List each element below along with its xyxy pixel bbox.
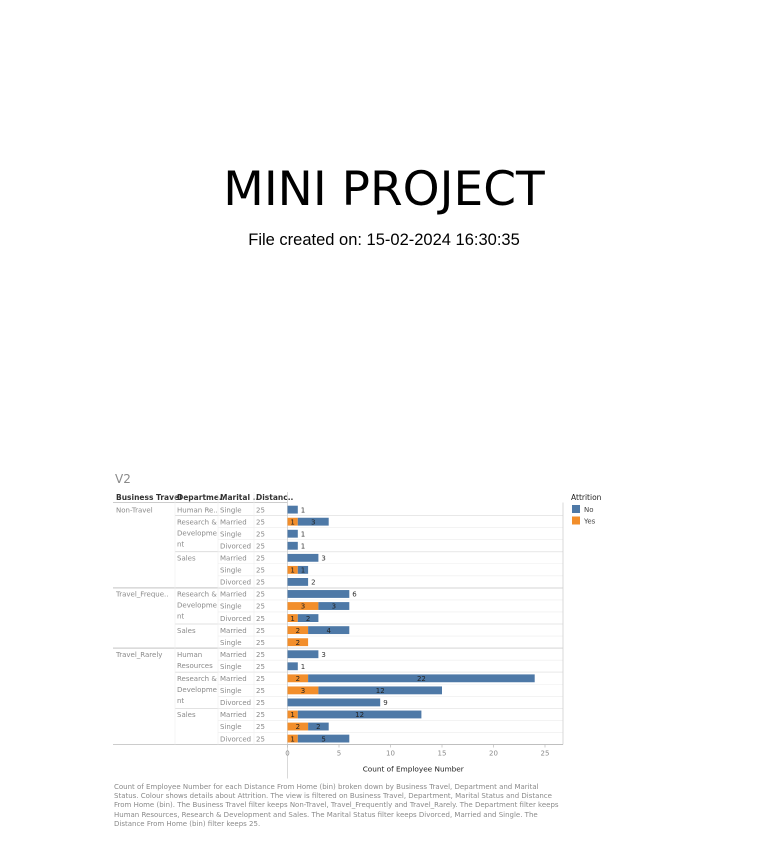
chart-caption: Count of Employee Number for each Distance From Home (bin) broken down by Business Travel, Department and Marital Status. Colour shows details about Attrition. The view is filtered on Business Travel, Department, Marital Status and Distance From Home (bin). The Business Travel filter keeps Non-Travel, Travel_Frequently and Travel_Rarely. The Department filter keeps Human Resources, Research & Development and Sales. The Marital Status filter keeps Divorced, Married and Single. The Distance From Home (bin) filter keeps 25. bbox=[114, 783, 559, 828]
bar-label-yes: 2 bbox=[295, 638, 301, 647]
department-label: nt bbox=[177, 612, 185, 621]
column-header: Marital .. bbox=[220, 493, 259, 502]
bar-attrition-no bbox=[288, 699, 381, 707]
bar-label-no: 9 bbox=[383, 699, 388, 708]
bar-label-yes: 2 bbox=[295, 675, 301, 683]
marital-status-label: Married bbox=[220, 650, 247, 659]
distance-bin-label: 25 bbox=[256, 662, 265, 671]
bar-label-no: 22 bbox=[416, 675, 426, 683]
distance-bin-label: 25 bbox=[256, 735, 265, 744]
bar-label-no: 12 bbox=[375, 687, 385, 696]
legend-swatch bbox=[572, 517, 580, 525]
marital-status-label: Single bbox=[220, 530, 242, 539]
x-axis-title: Count of Employee Number bbox=[362, 764, 464, 774]
marital-status-label: Single bbox=[220, 687, 242, 696]
bar-label-yes: 3 bbox=[300, 602, 306, 611]
distance-bin-label: 25 bbox=[256, 554, 265, 563]
column-header: Distanc.. bbox=[256, 493, 294, 502]
department-label: nt bbox=[177, 697, 185, 705]
bar-attrition-no bbox=[288, 506, 298, 514]
bar-label-no: 1 bbox=[300, 542, 306, 551]
bar-label-no: 12 bbox=[355, 711, 365, 720]
distance-bin-label: 25 bbox=[256, 518, 265, 527]
marital-status-label: Married bbox=[220, 711, 247, 720]
bar-label-yes: 1 bbox=[290, 711, 295, 720]
business-travel-label: Travel_Freque.. bbox=[116, 590, 169, 599]
business-travel-label: Non-Travel bbox=[116, 506, 153, 515]
distance-bin-label: 25 bbox=[256, 723, 265, 732]
bar-label-no: 3 bbox=[321, 554, 326, 563]
marital-status-label: Married bbox=[220, 626, 247, 635]
distance-bin-label: 25 bbox=[256, 650, 265, 659]
bar-label-no: 1 bbox=[300, 530, 306, 539]
bar-label-no: 1 bbox=[300, 566, 306, 575]
distance-bin-label: 25 bbox=[256, 614, 265, 623]
x-axis-tick-label: 20 bbox=[489, 749, 498, 758]
distance-bin-label: 25 bbox=[256, 687, 265, 696]
department-label: Research & bbox=[177, 590, 217, 599]
bar-attrition-no bbox=[288, 554, 319, 562]
sheet-name: V2 bbox=[115, 472, 131, 486]
department-label: Sales bbox=[177, 554, 196, 563]
distance-bin-label: 25 bbox=[256, 590, 265, 599]
marital-status-label: Married bbox=[220, 554, 247, 563]
marital-status-label: Divorced bbox=[220, 735, 252, 744]
marital-status-label: Married bbox=[220, 518, 247, 527]
marital-status-label: Single bbox=[220, 723, 242, 732]
bar-label-yes: 1 bbox=[290, 518, 295, 527]
department-label: Human Re.. bbox=[177, 506, 218, 515]
bar-label-no: 1 bbox=[300, 506, 306, 515]
department-label: Developme bbox=[177, 529, 217, 538]
marital-status-label: Divorced bbox=[220, 542, 252, 551]
legend-title: Attrition bbox=[571, 493, 602, 502]
department-label: Resources bbox=[177, 661, 213, 670]
legend-item-label: Yes bbox=[584, 517, 596, 526]
x-axis-tick-label: 25 bbox=[540, 749, 550, 758]
column-header: Business Travel bbox=[116, 493, 182, 502]
bar-label-no: 5 bbox=[321, 735, 326, 744]
marital-status-label: Single bbox=[220, 662, 242, 671]
marital-status-label: Single bbox=[220, 506, 242, 515]
bar-label-no: 3 bbox=[311, 518, 316, 527]
bar-attrition-no bbox=[288, 542, 298, 550]
marital-status-label: Single bbox=[220, 566, 242, 575]
distance-bin-label: 25 bbox=[256, 578, 265, 587]
distance-bin-label: 25 bbox=[256, 675, 265, 683]
department-label: nt bbox=[177, 540, 185, 549]
bar-attrition-no bbox=[288, 530, 298, 538]
bar-label-no: 3 bbox=[321, 650, 326, 659]
distance-bin-label: 25 bbox=[256, 711, 265, 720]
department-label: Developme bbox=[177, 601, 217, 610]
marital-status-label: Divorced bbox=[220, 578, 252, 587]
distance-bin-label: 25 bbox=[256, 699, 265, 708]
x-axis-tick-label: 10 bbox=[386, 749, 395, 758]
bar-attrition-no bbox=[288, 578, 309, 586]
page-title: MINI PROJECT bbox=[223, 162, 545, 217]
department-label: Research & bbox=[177, 518, 217, 527]
bar-label-no: 2 bbox=[316, 723, 321, 732]
marital-status-label: Divorced bbox=[220, 699, 252, 708]
legend-swatch bbox=[572, 505, 580, 513]
marital-status-label: Divorced bbox=[220, 614, 252, 623]
bar-label-no: 2 bbox=[311, 578, 316, 587]
bar-label-yes: 1 bbox=[290, 566, 295, 575]
distance-bin-label: 25 bbox=[256, 530, 265, 539]
distance-bin-label: 25 bbox=[256, 566, 265, 575]
distance-bin-label: 25 bbox=[256, 602, 265, 611]
x-axis-tick-label: 15 bbox=[437, 749, 447, 758]
legend-item-label: No bbox=[584, 506, 594, 514]
distance-bin-label: 25 bbox=[256, 626, 265, 635]
x-axis-tick-label: 0 bbox=[285, 749, 290, 758]
department-label: Sales bbox=[177, 711, 196, 720]
marital-status-label: Married bbox=[220, 590, 247, 599]
bar-label-no: 6 bbox=[352, 590, 357, 599]
file-created-timestamp: File created on: 15-02-2024 16:30:35 bbox=[248, 231, 520, 249]
department-label: Research & bbox=[177, 675, 217, 683]
bar-attrition-no bbox=[288, 650, 319, 658]
distance-bin-label: 25 bbox=[256, 506, 265, 515]
bar-label-yes: 3 bbox=[300, 687, 306, 696]
bar-label-yes: 2 bbox=[295, 723, 301, 732]
column-header: Departme.. bbox=[177, 493, 225, 502]
bar-attrition-no bbox=[288, 590, 350, 598]
marital-status-label: Single bbox=[220, 602, 242, 611]
department-label: Developme bbox=[177, 686, 217, 694]
distance-bin-label: 25 bbox=[256, 542, 265, 551]
bar-label-no: 2 bbox=[305, 614, 311, 623]
distance-bin-label: 25 bbox=[256, 638, 265, 647]
bar-label-yes: 1 bbox=[290, 614, 295, 623]
department-label: Human bbox=[177, 650, 203, 659]
business-travel-label: Travel_Rarely bbox=[116, 650, 163, 659]
marital-status-label: Single bbox=[220, 638, 242, 647]
bar-label-no: 1 bbox=[300, 662, 306, 671]
department-label: Sales bbox=[177, 626, 196, 635]
x-axis-tick-label: 5 bbox=[336, 749, 342, 758]
bar-label-yes: 2 bbox=[295, 626, 301, 635]
bar-label-yes: 1 bbox=[290, 735, 295, 744]
bar-label-no: 4 bbox=[326, 626, 331, 635]
bar-label-no: 3 bbox=[331, 602, 337, 611]
marital-status-label: Married bbox=[220, 675, 247, 683]
bar-attrition-no bbox=[288, 662, 298, 670]
